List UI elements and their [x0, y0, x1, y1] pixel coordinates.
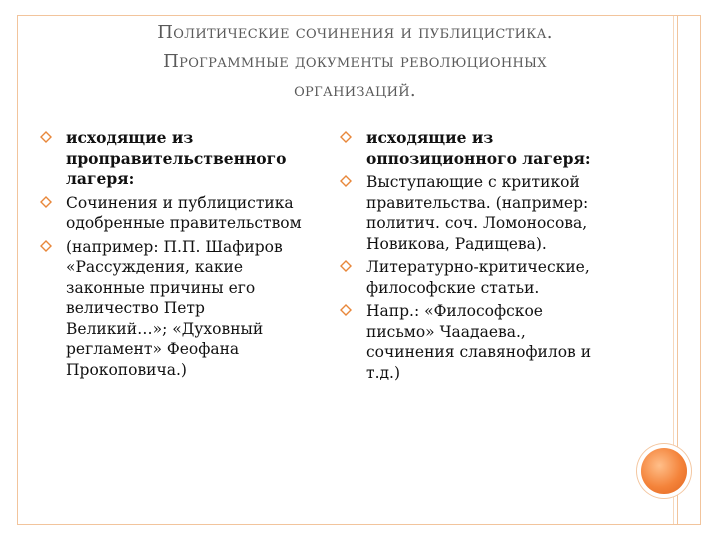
left-item-3: [40, 237, 305, 381]
decorative-orb-icon: [641, 448, 687, 494]
diamond-outline-icon: [40, 131, 52, 143]
right-item-1: [340, 128, 605, 169]
right-item-3-text: Литературно-критические, философские статьи.: [366, 258, 590, 297]
left-item-3-text: (например: П.П. Шафиров «Рассуждения, какие законные причины его величество Петр Великий…»; «Духовный регламент» Феофана Прокоповича.): [66, 237, 283, 379]
diamond-outline-icon: [340, 175, 352, 187]
slide-right-rule-inner: [673, 16, 674, 524]
diamond-outline-icon: [40, 240, 52, 252]
right-item-1-text: исходящие из оппозиционного лагеря:: [366, 128, 591, 168]
slide-right-rule: [677, 16, 678, 524]
right-item-4: [340, 301, 605, 383]
title-line-3: организаций.: [294, 80, 416, 101]
slide-title: [40, 18, 670, 105]
left-column: [40, 128, 305, 383]
right-item-2: [340, 172, 605, 254]
right-column: [340, 128, 605, 386]
diamond-outline-icon: [340, 260, 352, 272]
right-item-3: [340, 257, 605, 298]
right-item-4-text: Напр.: «Философское письмо» Чаадаева., сочинения славянофилов и т.д.): [366, 302, 592, 382]
right-item-2-text: Выступающие с критикой правительства. (например: политич. соч. Ломоносова, Новикова, Радищева).: [366, 173, 589, 253]
diamond-outline-icon: [40, 196, 52, 208]
diamond-outline-icon: [340, 304, 352, 316]
left-item-2-text: Сочинения и публицистика одобренные правительством: [66, 193, 302, 232]
left-item-1-text: исходящие из проправительственного лагеря:: [66, 128, 287, 188]
title-line-2: Программные документы революционных: [163, 51, 547, 72]
left-item-1: [40, 128, 305, 190]
diamond-outline-icon: [340, 131, 352, 143]
title-line-1: Политические сочинения и публицистика.: [157, 22, 553, 43]
left-item-2: [40, 193, 305, 234]
